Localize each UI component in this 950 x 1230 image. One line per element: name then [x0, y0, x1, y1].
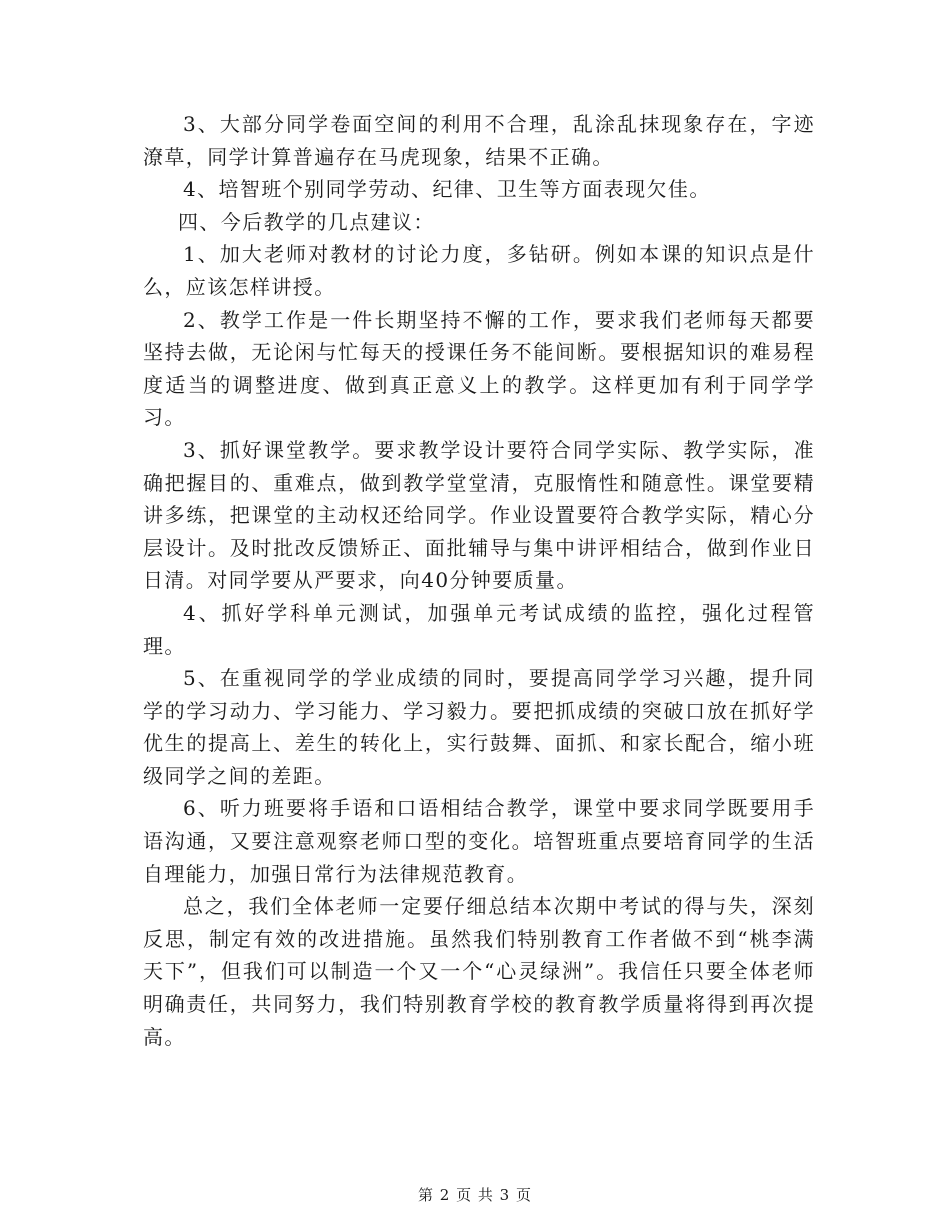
paragraph-suggestion-1: 1、加大老师对教材的讨论力度，多钻研。例如本课的知识点是什么，应该怎样讲授。: [143, 242, 815, 299]
paragraph-conclusion: 总之，我们全体老师一定要仔细总结本次期中考试的得与失，深刻反思，制定有效的改进措施。虽然我们特别教育工作者做不到“桃李满天下”，但我们可以制造一个又一个“心灵绿洲”。我信任只要全体老师明确责任，共同努力，我们特别教育学校的教育教学质量将得到再次提高。: [143, 894, 815, 1049]
section-heading-suggestions: 四、今后教学的几点建议：: [178, 209, 435, 234]
paragraph-suggestion-2: 2、教学工作是一件长期坚持不懈的工作，要求我们老师每天都要坚持去做，无论闲与忙每天的授课任务不能间断。要根据知识的难易程度适当的调整进度、做到真正意义上的教学。这样更加有利于同学学习。: [143, 307, 815, 430]
paragraph-suggestion-3: 3、抓好课堂教学。要求教学设计要符合同学实际、教学实际，准确把握目的、重难点，做到教学堂堂清，克服惰性和随意性。课堂要精讲多练，把课堂的主动权还给同学。作业设置要符合教学实际，精心分层设计。及时批改反馈矫正、面批辅导与集中讲评相结合，做到作业日日清。对同学要从严要求，向40分钟要质量。: [143, 437, 815, 593]
paragraph-suggestion-5: 5、在重视同学的学业成绩的同时，要提高同学学习兴趣，提升同学的学习动力、学习能力、学习毅力。要把抓成绩的突破口放在抓好学优生的提高上、差生的转化上，实行鼓舞、面抓、和家长配合，缩小班级同学之间的差距。: [143, 666, 815, 788]
document-body: [143, 108, 815, 1053]
paragraph-issue-3: 3、大部分同学卷面空间的利用不合理，乱涂乱抹现象存在，字迹潦草，同学计算普遍存在马虎现象，结果不正确。: [143, 112, 815, 169]
paragraph-issue-4: 4、培智班个别同学劳动、纪律、卫生等方面表现欠佳。: [183, 177, 711, 202]
paragraph-suggestion-4: 4、抓好学科单元测试，加强单元考试成绩的监控，强化过程管理。: [143, 600, 815, 658]
page-number-footer: 第 2 页 共 3 页: [418, 1186, 532, 1204]
paragraph-suggestion-6: 6、听力班要将手语和口语相结合教学，课堂中要求同学既要用手语沟通，又要注意观察老师口型的变化。培智班重点要培育同学的生活自理能力，加强日常行为法律规范教育。: [143, 796, 815, 886]
